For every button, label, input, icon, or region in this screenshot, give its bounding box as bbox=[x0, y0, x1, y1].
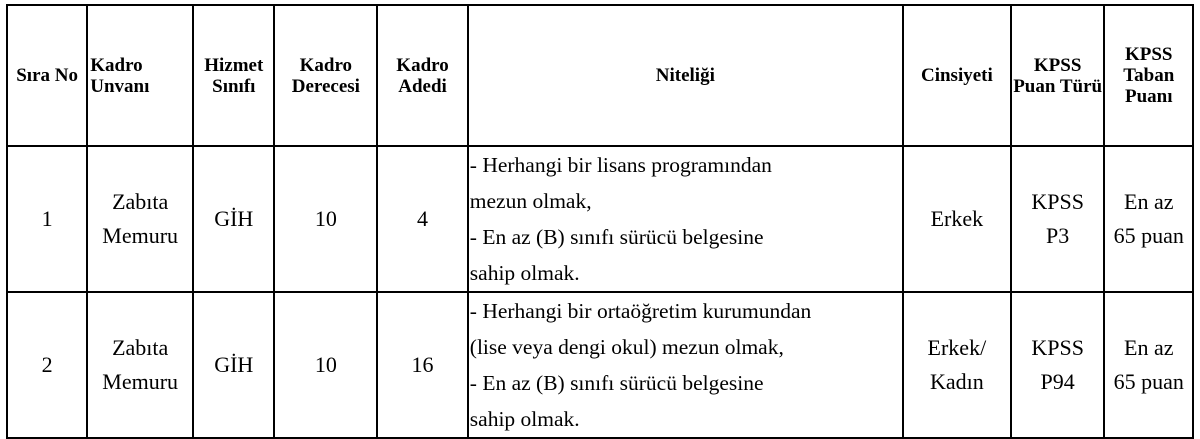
cell-kadro-adedi: 16 bbox=[377, 292, 468, 438]
header-kadro-unvani: Kadro Unvanı bbox=[87, 5, 193, 146]
header-kpss-taban-puani: KPSS Taban Puanı bbox=[1104, 5, 1193, 146]
table-row bbox=[7, 292, 1193, 438]
header-sira-no: Sıra No bbox=[7, 5, 87, 146]
cell-kadro-derecesi: 10 bbox=[274, 292, 377, 438]
cell-kpss-taban-puani: En az 65 puan bbox=[1104, 292, 1193, 438]
header-cinsiyeti: Cinsiyeti bbox=[903, 5, 1011, 146]
staff-positions-table bbox=[6, 4, 1194, 439]
cell-kadro-unvani: Zabıta Memuru bbox=[87, 146, 193, 292]
cell-kadro-derecesi: 10 bbox=[274, 146, 377, 292]
header-kadro-derecesi: Kadro Derecesi bbox=[274, 5, 377, 146]
cell-cinsiyeti: Erkek bbox=[903, 146, 1011, 292]
cell-niteligi: - Herhangi bir lisans programından mezun olmak, - En az (B) sınıfı sürücü belgesine sahip olmak. bbox=[468, 146, 903, 292]
cell-kpss-puan-turu: KPSS P3 bbox=[1011, 146, 1105, 292]
cell-kadro-adedi: 4 bbox=[377, 146, 468, 292]
cell-sira-no: 1 bbox=[7, 146, 87, 292]
header-kadro-adedi: Kadro Adedi bbox=[377, 5, 468, 146]
cell-hizmet-sinifi: GİH bbox=[193, 146, 274, 292]
cell-cinsiyeti: Erkek/ Kadın bbox=[903, 292, 1011, 438]
table-header-row bbox=[7, 5, 1193, 146]
header-hizmet-sinifi: Hizmet Sınıfı bbox=[193, 5, 274, 146]
cell-hizmet-sinifi: GİH bbox=[193, 292, 274, 438]
cell-sira-no: 2 bbox=[7, 292, 87, 438]
header-kpss-puan-turu: KPSS Puan Türü bbox=[1011, 5, 1105, 146]
header-niteligi: Niteliği bbox=[468, 5, 903, 146]
table-row bbox=[7, 146, 1193, 292]
cell-kadro-unvani: Zabıta Memuru bbox=[87, 292, 193, 438]
cell-niteligi: - Herhangi bir ortaöğretim kurumundan (lise veya dengi okul) mezun olmak, - En az (B) sınıfı sürücü belgesine sahip olmak. bbox=[468, 292, 903, 438]
cell-kpss-taban-puani: En az 65 puan bbox=[1104, 146, 1193, 292]
cell-kpss-puan-turu: KPSS P94 bbox=[1011, 292, 1105, 438]
